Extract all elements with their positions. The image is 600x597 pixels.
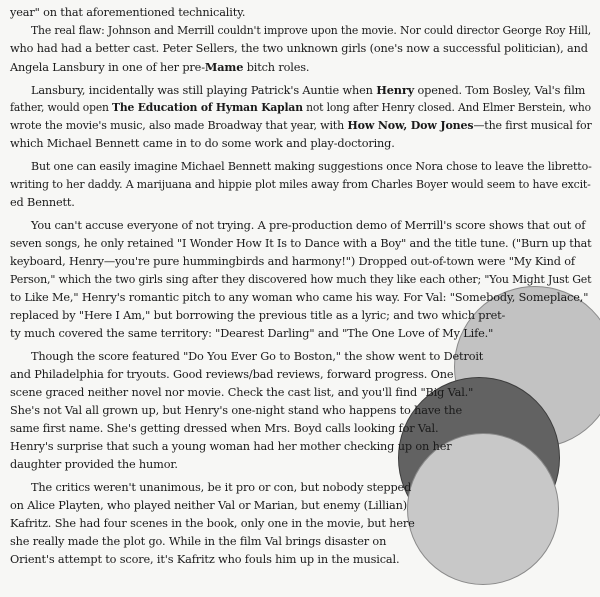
text-run: Angela Lansbury in one of her pre- [10, 61, 205, 74]
text-run: Though the score featured "Do You Ever Go to Boston," the show went to Detroit [31, 350, 484, 363]
text-run: ty much covered the same territory: "Dearest Darling" and "The One Love of My Life." [10, 327, 494, 340]
text-run: which Michael Bennett came in to do some work and play-doctoring. [10, 137, 395, 150]
text-run: The critics weren't unanimous, be it pro or con, but nobody stepped [31, 481, 412, 494]
show-title: The Education of Hyman Kaplan [112, 101, 303, 114]
text-line [10, 176, 591, 194]
text-run: Orient's attempt to score, it's Kafritz who fouls him up in the musical. [10, 553, 400, 566]
text-run: same first name. She's getting dressed when Mrs. Boyd calls looking for Val. [10, 422, 439, 435]
text-line [31, 158, 592, 176]
text-run: she really made the plot go. While in the film Val brings disaster on [10, 535, 387, 548]
text-run: father, would open [10, 101, 113, 114]
text-line [10, 271, 591, 289]
text-line [10, 384, 473, 402]
text-run: to Like Me," Henry's romantic pitch to any woman who came his way. For Val: "Somebody, Someplace," [10, 291, 589, 304]
text-run: and Philadelphia for tryouts. Good reviews/bad reviews, forward progress. One [10, 368, 454, 381]
text-run: keyboard, Henry—you're pure hummingbirds and harmony!") Dropped out-of-town were "My Kind of [10, 255, 575, 268]
text-run: Kafritz. She had four scenes in the book, only one in the movie, but here [10, 517, 415, 530]
text-run: Henry's surprise that such a young woman had her mother checking up on her [10, 440, 452, 453]
text-line [31, 348, 483, 366]
text-line [10, 194, 75, 212]
text-line [10, 420, 438, 438]
text-line [10, 551, 399, 569]
text-line [10, 325, 493, 343]
text-run: bitch roles. [243, 61, 310, 74]
text-line [10, 289, 588, 307]
text-run: scene graced neither novel nor movie. Check the cast list, and you'll find "Big Val." [10, 386, 474, 399]
text-run: on Alice Playten, who played neither Val or Marian, but enemy (Lillian) [10, 499, 408, 512]
text-run: She's not Val all grown up, but Henry's one-night stand who happens to have the [10, 404, 463, 417]
text-line [10, 58, 309, 77]
text-run: year" on that aforementioned technicality. [10, 6, 246, 19]
text-run: daughter provided the humor. [10, 458, 178, 471]
text-line [31, 217, 585, 235]
show-title: Mame [204, 60, 244, 74]
text-line [31, 479, 411, 497]
text-run: —the first musical for [473, 119, 592, 132]
text-line [10, 533, 386, 551]
text-line [10, 402, 462, 420]
text-run: replaced by "Here I Am," but borrowing the previous title as a lyric; and two which pret- [10, 309, 506, 322]
text-run: Lansbury, incidentally was still playing Patrick's Auntie when [31, 84, 377, 97]
text-line [10, 99, 591, 117]
text-line [10, 497, 407, 515]
text-run: But one can easily imagine Michael Bennett making suggestions once Nora chose to leave the libretto- [31, 160, 592, 173]
text-line [31, 22, 591, 40]
text-run: seven songs, he only retained "I Wonder How It Is to Dance with a Boy" and the title tune. ("Burn up that [10, 237, 592, 250]
text-line [31, 81, 585, 100]
show-title: How Now, Dow Jones [347, 119, 474, 132]
text-line [10, 40, 588, 58]
text-run: wrote the movie's music, also made Broadway that year, with [10, 119, 348, 132]
text-line [10, 117, 592, 135]
text-run: ed Bennett. [10, 196, 75, 209]
text-line [10, 4, 245, 22]
text-run: not long after Henry closed. And Elmer Berstein, who [302, 101, 591, 114]
text-run: who had had a better cast. Peter Sellers, the two unknown girls (one's now a successful politician), and [10, 42, 588, 55]
text-line [10, 438, 452, 456]
text-run: writing to her daddy. A marijuana and hippie plot miles away from Charles Boyer would seem to have excit- [10, 178, 591, 191]
text-line [10, 253, 575, 271]
text-line [10, 235, 591, 253]
text-line [10, 307, 505, 325]
text-run: Person," which the two girls sing after they discovered how much they like each other; "You Might Just Get [10, 273, 592, 286]
text-line [10, 456, 178, 474]
text-run: opened. Tom Bosley, Val's film [414, 84, 586, 97]
text-line [10, 515, 415, 533]
text-run: You can't accuse everyone of not trying. A pre-production demo of Merrill's score shows that out of [31, 219, 586, 232]
text-line [10, 366, 453, 384]
show-title: Henry [376, 83, 415, 97]
text-run: The real flaw: Johnson and Merrill couldn't improve upon the movie. Nor could director George Roy Hill, [31, 24, 592, 37]
text-line [10, 135, 395, 153]
